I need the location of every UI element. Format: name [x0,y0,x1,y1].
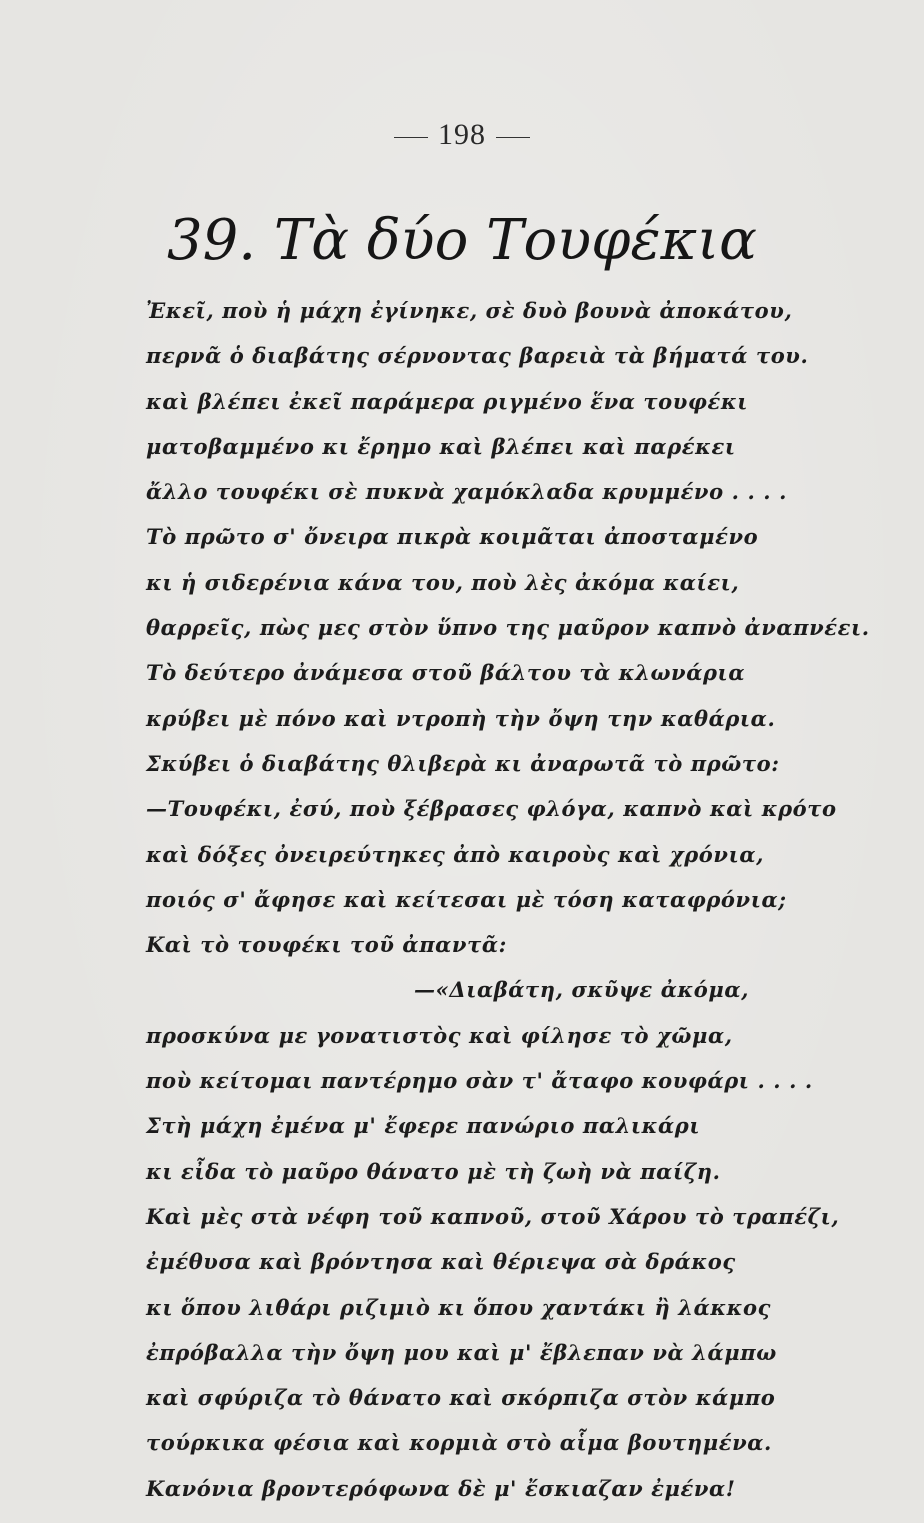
poem-line: προσκύνα με γονατιστὸς καὶ φίλησε τὸ χῶμα, [146,1022,733,1048]
poem-line: ἄλλο τουφέκι σὲ πυκνὰ χαμόκλαδα κρυμμένο . . . . [146,479,787,505]
poem-line: Τὸ πρῶτο σ' ὄνειρα πικρὰ κοιμᾶται ἀποσταμένο [146,524,759,550]
poem-line: ποιός σ' ἄφησε καὶ κείτεσαι μὲ τόση καταφρόνια; [146,886,787,912]
poem-line: περνᾶ ὁ διαβάτης σέρνοντας βαρειὰ τὰ βήματά του. [146,343,809,369]
poem-line: κι ὅπου λιθάρι ριζιμιὸ κι ὅπου χαντάκι ἢ λάκκος [146,1294,772,1320]
poem-body [146,300,886,1523]
poem-line: Στὴ μάχη ἐμένα μ' ἔφερε πανώριο παλικάρι [146,1113,701,1139]
right-dash [496,137,530,138]
poem-line: θαρρεῖς, πὼς μες στὸν ὕπνο της μαῦρον καπνὸ ἀναπνέει. [146,615,870,641]
poem-line: κρύβει μὲ πόνο καὶ ντροπὴ τὴν ὄψη την καθάρια. [146,705,776,731]
poem-line: Καὶ μὲς στὰ νέφη τοῦ καπνοῦ, στοῦ Χάρου τὸ τραπέζι, [146,1203,840,1229]
poem-line: κι ἡ σιδερένια κάνα του, ποὺ λὲς ἀκόμα καίει, [146,569,740,595]
poem-line: κι εἶδα τὸ μαῦρο θάνατο μὲ τὴ ζωὴ νὰ παίζη. [146,1158,721,1184]
poem-line: ἐπρόβαλλα τὴν ὄψη μου καὶ μ' ἔβλεπαν νὰ λάμπω [146,1339,777,1365]
poem-line: Καὶ τὸ τουφέκι τοῦ ἀπαντᾶ: [146,932,507,958]
left-dash [394,137,428,138]
poem-line: καὶ δόξες ὀνειρεύτηκες ἀπὸ καιροὺς καὶ χρόνια, [146,841,765,867]
poem-line: καὶ σφύριζα τὸ θάνατο καὶ σκόρπιζα στὸν κάμπο [146,1385,776,1411]
poem-line: Ἐκεῖ, ποὺ ἡ μάχη ἐγίνηκε, σὲ δυὸ βουνὰ ἀποκάτου, [146,298,793,323]
poem-line: Κανόνια βροντερόφωνα δὲ μ' ἔσκιαζαν ἐμένα! [146,1475,736,1501]
page-number-header [0,118,924,152]
poem-line: ποὺ κείτομαι παντέρημο σὰν τ' ἄταφο κουφάρι . . . . [146,1068,813,1094]
poem-line: τούρκικα φέσια καὶ κορμιὰ στὸ αἷμα βουτημένα. [146,1430,772,1456]
page-number: 198 [438,118,486,151]
poem-line: Τὸ δεύτερο ἀνάμεσα στοῦ βάλτου τὰ κλωνάρια [146,660,746,686]
poem-line: —Τουφέκι, ἐσύ, ποὺ ξέβρασες φλόγα, καπνὸ καὶ κρότο [146,796,837,822]
poem-line: καὶ βλέπει ἐκεῖ παράμερα ριγμένο ἕνα τουφέκι [146,388,748,414]
poem-line: Σκύβει ὁ διαβάτης θλιβερὰ κι ἀναρωτᾶ τὸ πρῶτο: [146,750,780,776]
poem-title: 39. Τὰ δύο Τουφέκια [167,208,757,273]
poem-line: ἐμέθυσα καὶ βρόντησα καὶ θέριεψα σὰ δράκος [146,1249,736,1275]
poem-line: —«Διαβάτη, σκῦψε ἀκόμα, [414,977,750,1003]
poem-line: ματοβαμμένο κι ἔρημο καὶ βλέπει καὶ παρέκει [146,433,736,459]
